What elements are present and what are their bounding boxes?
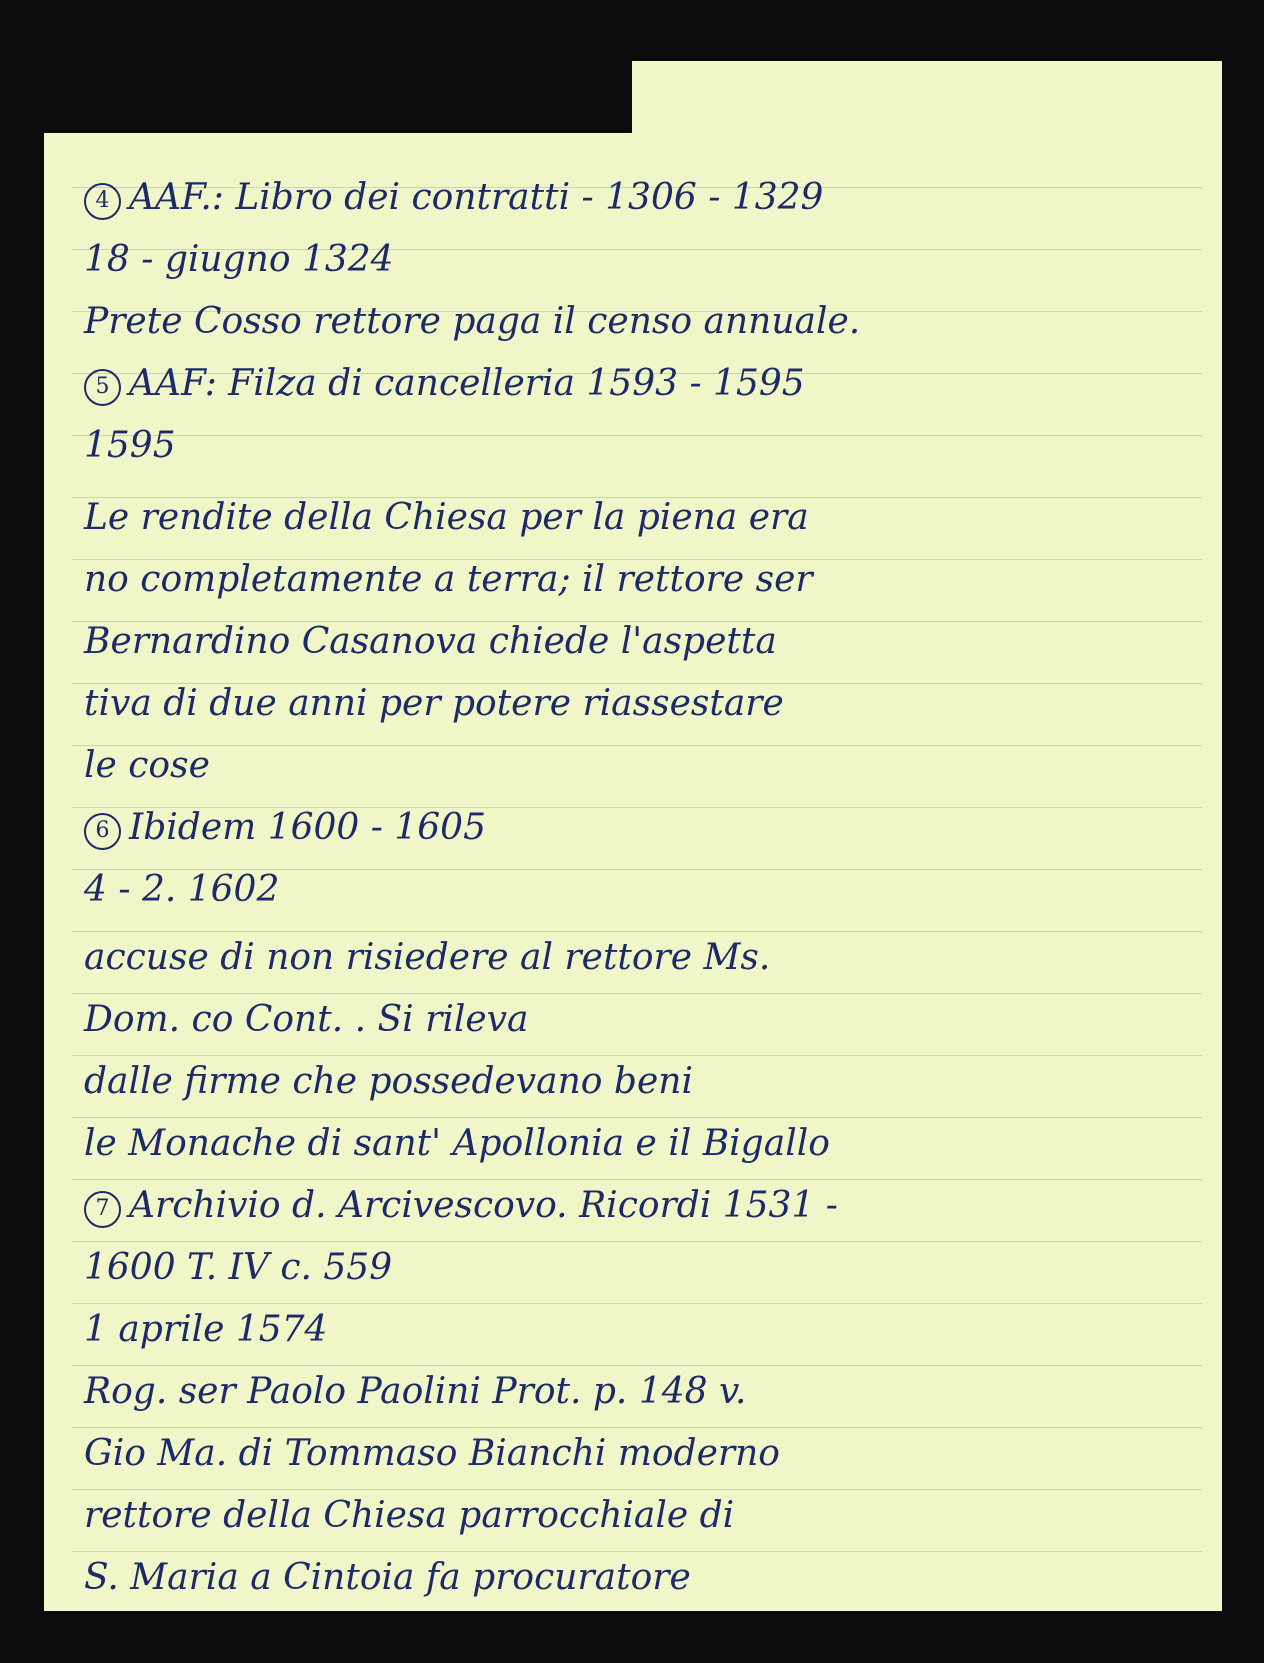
note-number-badge: 4 — [84, 183, 121, 220]
note-line-text: S. Maria a Cintoia fa procuratore — [84, 1557, 691, 1598]
note-line — [84, 1361, 1204, 1423]
note-line-text: AAF.: Libro dei contratti - 1306 - 1329 — [129, 177, 824, 218]
note-number-badge: 6 — [84, 813, 121, 850]
note-line — [84, 1113, 1204, 1175]
note-line — [84, 1299, 1204, 1361]
note-line-text: 1 aprile 1574 — [84, 1309, 328, 1350]
note-line — [84, 1175, 1204, 1237]
note-line — [84, 673, 1204, 735]
note-line — [84, 353, 1204, 415]
note-line — [84, 611, 1204, 673]
note-line-text: accuse di non risiedere al rettore Ms. — [84, 937, 771, 978]
note-line-text: Ibidem 1600 - 1605 — [129, 807, 486, 848]
note-line-text: dalle firme che possedevano beni — [84, 1061, 693, 1102]
note-line — [84, 415, 1204, 477]
note-line-text: AAF: Filza di cancelleria 1593 - 1595 — [129, 363, 805, 404]
note-card — [44, 133, 1222, 1611]
note-line — [84, 1485, 1204, 1547]
note-line-text: no completamente a terra; il rettore ser — [84, 559, 813, 600]
note-line — [84, 859, 1204, 921]
note-line-text: 4 - 2. 1602 — [84, 869, 280, 910]
note-line — [84, 1237, 1204, 1299]
note-line-text: rettore della Chiesa parrocchiale di — [84, 1495, 735, 1536]
note-line — [84, 549, 1204, 611]
note-line — [84, 229, 1204, 291]
note-line — [84, 1423, 1204, 1485]
note-line-text: Prete Cosso rettore paga il censo annuale. — [84, 301, 861, 342]
note-line-text: 18 - giugno 1324 — [84, 239, 394, 280]
note-line-text: Le rendite della Chiesa per la piena era — [84, 497, 809, 538]
note-line — [84, 291, 1204, 353]
note-line-text: 1595 — [84, 425, 176, 466]
note-line — [84, 797, 1204, 859]
note-line-text: le Monache di sant' Apollonia e il Bigallo — [84, 1123, 830, 1164]
note-line — [84, 989, 1204, 1051]
handwritten-note — [84, 167, 1204, 1609]
note-line-text: Dom. co Cont. . Si rileva — [84, 999, 529, 1040]
note-line-text: Gio Ma. di Tommaso Bianchi moderno — [84, 1433, 780, 1474]
note-number-badge: 5 — [84, 369, 121, 406]
note-line-text: le cose — [84, 745, 210, 786]
card-tab — [632, 61, 1222, 141]
note-line-text: 1600 T. IV c. 559 — [84, 1247, 393, 1288]
note-line-text: Rog. ser Paolo Paolini Prot. p. 148 v. — [84, 1371, 747, 1412]
note-line-text: Archivio d. Arcivescovo. Ricordi 1531 - — [129, 1185, 838, 1226]
note-line — [84, 487, 1204, 549]
note-line — [84, 167, 1204, 229]
note-line — [84, 1051, 1204, 1113]
note-line — [84, 1547, 1204, 1609]
note-line — [84, 735, 1204, 797]
note-line-text: tiva di due anni per potere riassestare — [84, 683, 784, 724]
note-number-badge: 7 — [84, 1191, 121, 1228]
note-line — [84, 927, 1204, 989]
note-line-text: Bernardino Casanova chiede l'aspetta — [84, 621, 777, 662]
